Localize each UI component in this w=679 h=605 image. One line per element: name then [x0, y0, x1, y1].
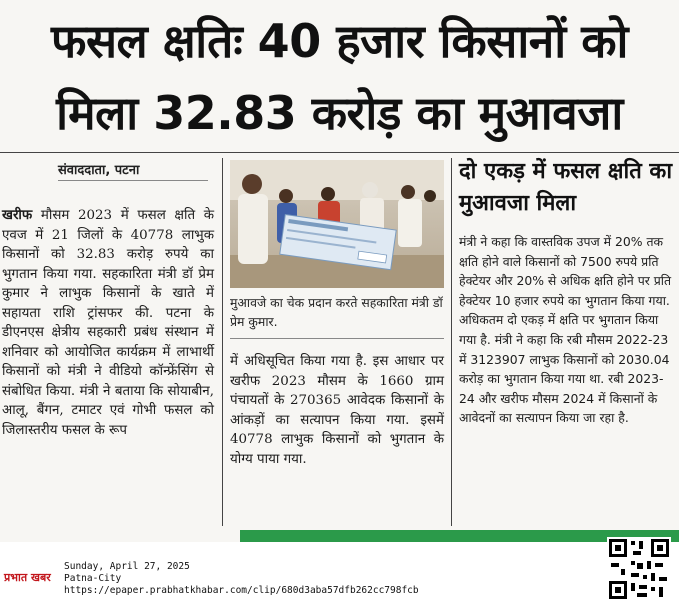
headline-divider [0, 152, 679, 153]
prabhat-khabar-logo: प्रभात खबर [4, 571, 51, 584]
article-lead-word: खरीफ [2, 208, 33, 223]
cheque-presentation-image [230, 160, 444, 288]
article-column-2: में अधिसूचित किया गया है. इस आधार पर खरीफ 2023 मौसम के 1660 ग्राम पंचायतों के 270365 आवेदक किसानों के आंकड़ों का सत्यापन किया गया. इसमें 40778 लाभुक किसानों को भुगतान के योग्य पाया गया. [230, 354, 444, 467]
headline-line-1: फसल क्षतिः 40 हजार किसानों को [51, 14, 628, 68]
column-divider-1 [222, 158, 223, 526]
clip-url[interactable]: https://epaper.prabhatkhabar.com/clip/680d3aba57dfb262cc798fcb [64, 585, 419, 596]
column-divider-2 [451, 158, 452, 526]
article-photo [230, 160, 444, 288]
clip-edition: Patna-City [64, 573, 122, 584]
article-column-1-text: मौसम 2023 में फसल क्षति के एवज में 21 जिलों के 40778 लाभुक किसानों को 32.83 करोड़ रुपये का भुगतान किया गया. सहकारिता मंत्री डॉ प्रेम कुमार ने लाभुक किसानों के खाते में सहायता राशि ट्रांसफर की. पटना के डीएनएस क्षेत्रीय सहकारी प्रबंध संस्थान में शनिवार को आयोजित कार्यक्रम में लाभार्थी किसानों को मंत्री ने वीडियो कॉन्फ्रेंसिंग से संबोधित किया. मंत्री ने बताया कि सोयाबीन, आलू, बैंगन, टमाटर एवं गोभी फसल को जिलास्तरीय फसल के रूप [2, 208, 214, 438]
sidebar-heading: दो एकड़ में फसल क्षति का मुआवजा मिला [459, 159, 673, 216]
byline-underline [58, 180, 208, 181]
sidebar-text: मंत्री ने कहा कि वास्तविक उपज में 20% तक क्षति होने वाले किसानों को 7500 रुपये प्रति हेक्टेयर और 20% से अधिक क्षति होने पर प्रति हेक्टेयर 10 हजार रुपये का भुगतान किया गया. अधिकतम दो एकड़ में क्षति पर भुगतान किया गया है. मंत्री ने कहा कि रबी मौसम 2022-23 में 3123907 लाभुक किसानों को 2030.04 करोड़ का भुगतान किया गया था. रबी 2023-24 और खरीफ मौसम 2024 में किसानों के आवेदनों का सत्यापन किया जा रहा है. [459, 234, 672, 426]
headline-line-2: मिला 32.83 करोड़ का मुआवजा [56, 86, 623, 140]
byline: संवाददाता, पटना [58, 163, 140, 178]
article-column-1 [2, 206, 214, 440]
clip-date: Sunday, April 27, 2025 [64, 561, 190, 572]
qr-code-icon[interactable] [607, 537, 671, 601]
caption-divider [230, 338, 444, 339]
photo-caption: मुआवजे का चेक प्रदान करते सहकारिता मंत्री डॉ प्रेम कुमार. [230, 295, 443, 329]
